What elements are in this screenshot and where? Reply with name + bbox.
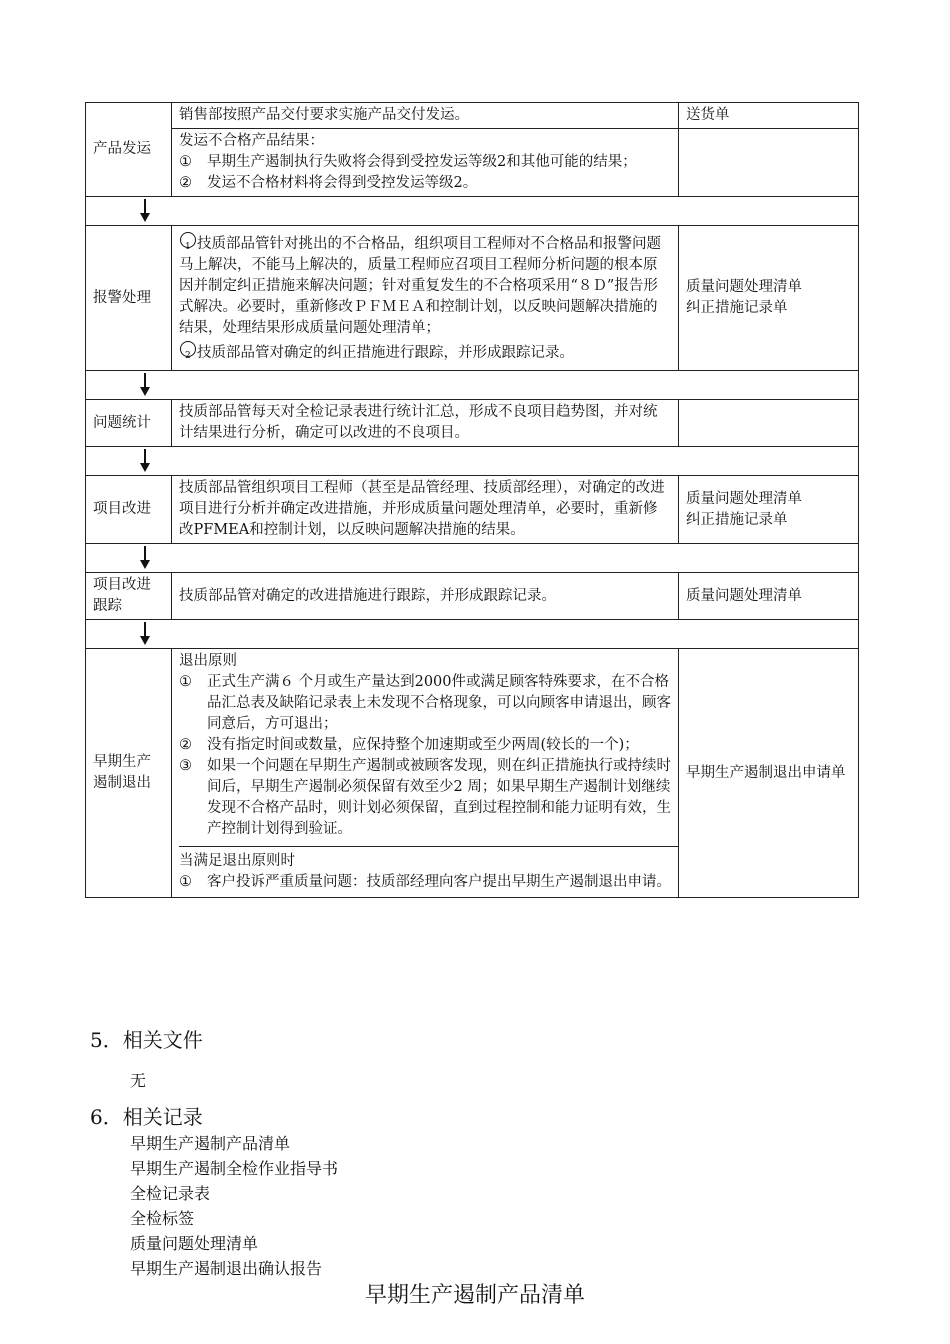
arrow-row xyxy=(86,447,859,476)
exit-record: 早期生产遏制退出申请单 xyxy=(679,649,859,898)
section-5-content: 无 xyxy=(130,1071,147,1090)
ship-row-1 xyxy=(86,103,859,129)
down-arrow-icon xyxy=(138,373,152,397)
step-label-improve: 项目改进 xyxy=(86,476,172,544)
down-arrow-icon xyxy=(138,622,152,646)
track-content: 技质部品管对确定的改进措施进行跟踪，并形成跟踪记录。 xyxy=(172,573,679,620)
alarm-content xyxy=(172,226,679,371)
list-item: ② 发运不合格材料将会得到受控发运等级2。 xyxy=(179,175,478,191)
track-row xyxy=(86,573,859,620)
ship-row-2 xyxy=(86,129,859,197)
step-label-track: 项目改进跟踪 xyxy=(86,573,172,620)
improve-content: 技质部品管组织项目工程师（甚至是品管经理、技质部经理），对确定的改进项目进行分析并确定改进措施，并形成质量问题处理清单，必要时，重新修改PFMEA和控制计划，以反映问题解决措施的结果。 xyxy=(172,476,679,544)
list-item: 早期生产遏制全检作业指导书 xyxy=(130,1159,339,1178)
next-page-title: 早期生产遏制产品清单 xyxy=(364,1283,585,1308)
arrow-row xyxy=(86,620,859,649)
ship-nonconform-record xyxy=(679,129,859,197)
list-item: 早期生产遏制退出确认报告 xyxy=(130,1259,323,1278)
list-item: ① 正式生产满６ 个月或生产量达到2000件或满足顾客特殊要求，在不合格品汇总表及缺陷记录表上未发现不合格现象，可以向顾客申请退出，顾客同意后，方可退出； xyxy=(179,674,671,732)
divider xyxy=(179,846,678,847)
step-label-exit: 早期生产遏制退出 xyxy=(86,649,172,898)
ship-record: 送货单 xyxy=(679,103,859,129)
improve-records: 质量问题处理清单 纠正措施记录单 xyxy=(679,476,859,544)
list-item: ① 早期生产遏制执行失败将会得到受控发运等级2和其他可能的结果； xyxy=(179,154,637,170)
circle-marker-icon: 2 xyxy=(179,341,197,359)
exit-content xyxy=(172,649,679,898)
list-item: 质量问题处理清单 xyxy=(130,1234,259,1253)
alarm-paragraph-1: 1 技质部品管针对挑出的不合格品，组织项目工程师对不合格品和报警问题马上解决，不能马上解决的，质量工程师应召项目工程师分析问题的根本原因并制定纠正措施来解决问题；针对重复发生的不合格项采用“８Ｄ”报告形式解决。必要时，重新修改ＰＦＭＥＡ和控制计划，以反映问题解决措施的结果，处理结果形成质量问题处理清单； xyxy=(179,232,671,339)
ship-nonconform-title: 发运不合格产品结果： xyxy=(179,133,324,149)
list-item: ① 客户投诉严重质量问题：技质部经理向客户提出早期生产遏制退出申请。 xyxy=(179,874,671,890)
ship-nonconform-cell xyxy=(172,129,679,197)
arrow-row xyxy=(86,544,859,573)
exit-title: 退出原则 xyxy=(179,653,237,669)
alarm-records: 质量问题处理清单 纠正措施记录单 xyxy=(679,226,859,371)
track-record: 质量问题处理清单 xyxy=(679,573,859,620)
circle-marker-icon: 1 xyxy=(179,232,197,250)
related-records-list xyxy=(130,1131,338,1281)
section-6-heading: 6．相关记录 xyxy=(90,1105,203,1129)
stats-row xyxy=(86,400,859,447)
down-arrow-icon xyxy=(138,546,152,570)
down-arrow-icon xyxy=(138,199,152,223)
ship-content: 销售部按照产品交付要求实施产品交付发运。 xyxy=(172,103,679,129)
list-item: ③ 如果一个问题在早期生产遏制或被顾客发现，则在纠正措施执行或持续时间后，早期生产遏制必须保留有效至少2 周；如果早期生产遏制计划继续发现不合格产品时，则计划必须保留，直到过程控制和能力证明有效，生产控制计划得到验证。 xyxy=(179,758,671,837)
list-item: 全检记录表 xyxy=(130,1184,211,1203)
alarm-row xyxy=(86,226,859,371)
stats-record xyxy=(679,400,859,447)
step-label-ship: 产品发运 xyxy=(86,103,172,197)
section-5-heading: 5．相关文件 xyxy=(90,1028,203,1052)
arrow-row xyxy=(86,197,859,226)
improve-row xyxy=(86,476,859,544)
exit-sub-title: 当满足退出原则时 xyxy=(179,853,295,869)
process-table xyxy=(85,102,859,898)
step-label-stats: 问题统计 xyxy=(86,400,172,447)
arrow-row xyxy=(86,371,859,400)
list-item: 全检标签 xyxy=(130,1209,195,1228)
list-item: ② 没有指定时间或数量，应保持整个加速期或至少两周(较长的一个)； xyxy=(179,737,639,753)
alarm-paragraph-2: 2 技质部品管对确定的纠正措施进行跟踪，并形成跟踪记录。 xyxy=(179,341,671,364)
list-item: 早期生产遏制产品清单 xyxy=(130,1134,291,1153)
exit-row xyxy=(86,649,859,898)
step-label-alarm: 报警处理 xyxy=(86,226,172,371)
stats-content: 技质部品管每天对全检记录表进行统计汇总，形成不良项目趋势图，并对统计结果进行分析，确定可以改进的不良项目。 xyxy=(172,400,679,447)
down-arrow-icon xyxy=(138,449,152,473)
